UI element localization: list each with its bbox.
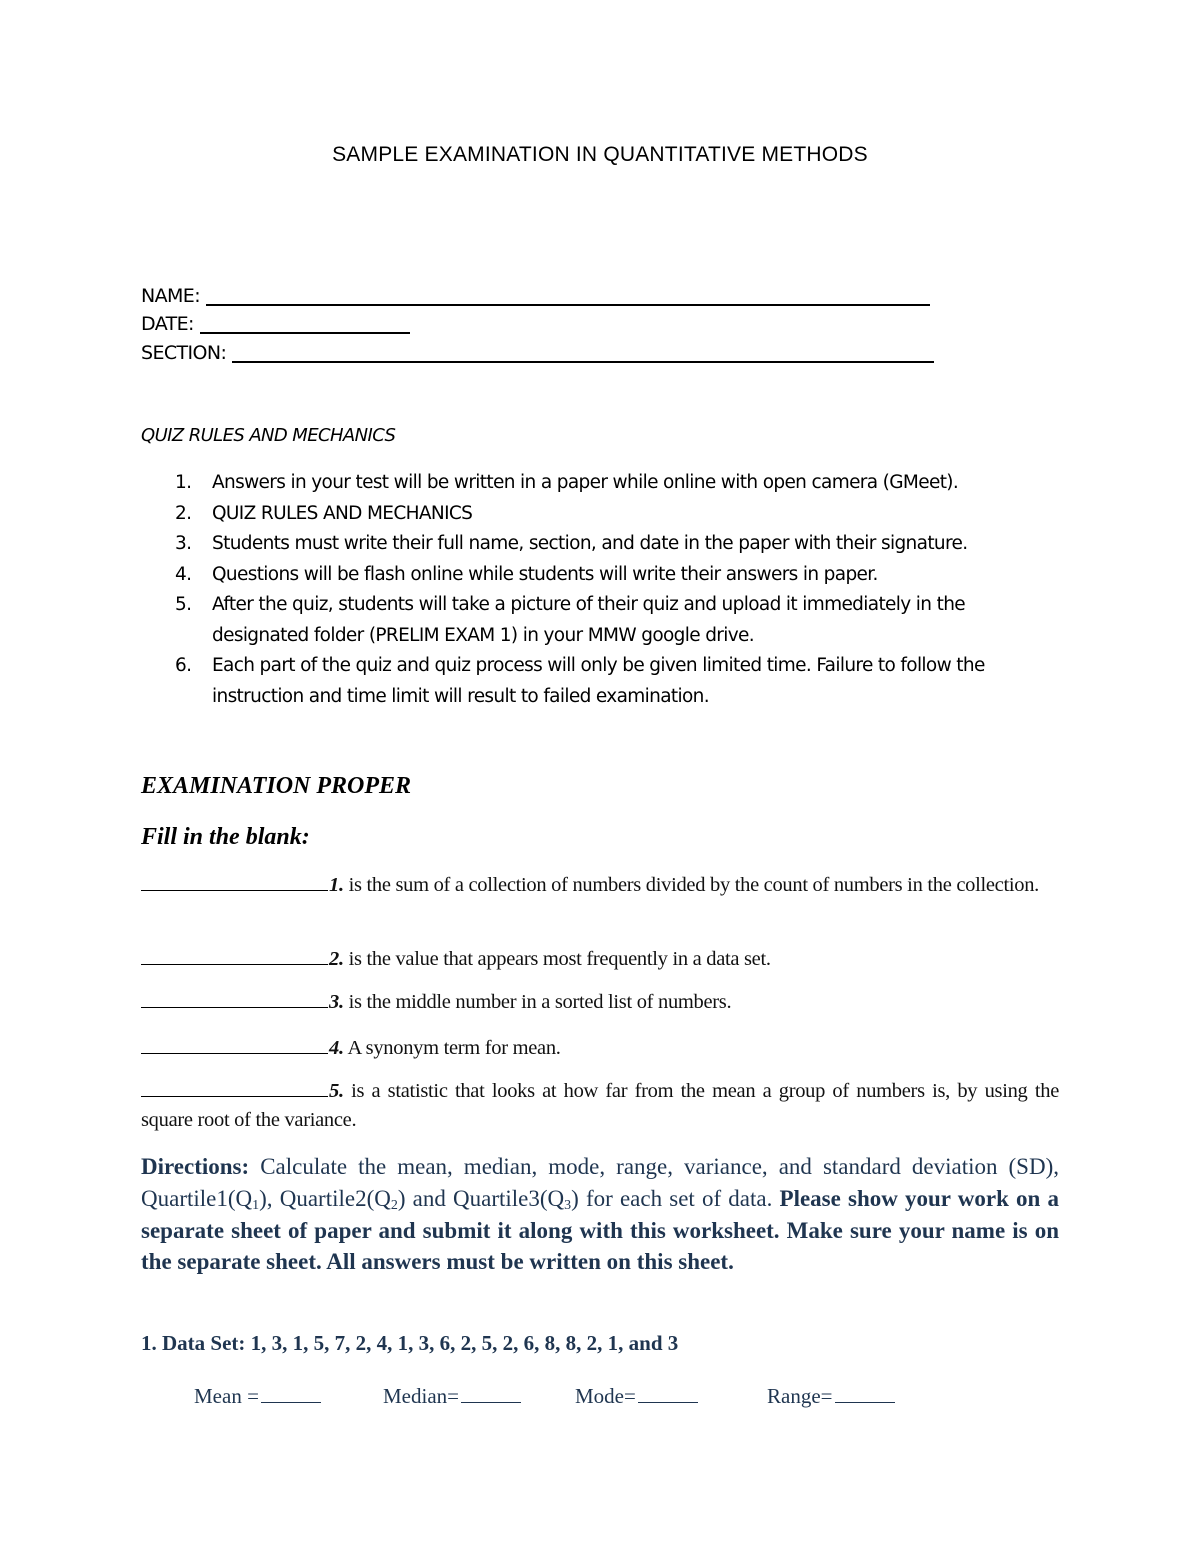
rule-item [141, 499, 1061, 530]
rule-number: 6. [175, 655, 192, 676]
rule-number: 5. [175, 594, 192, 615]
question-number: 2. [329, 948, 344, 970]
fill-in-blank-heading: Fill in the blank: [141, 824, 310, 850]
question-text: is a statistic that looks at how far from the mean a group of numbers is, by using the square root of the variance. [141, 1080, 1059, 1131]
examination-heading: EXAMINATION PROPER [141, 773, 412, 799]
answer-blank-line[interactable] [141, 987, 328, 1008]
fill-blank-question [141, 987, 1059, 1017]
median-label: Median= [383, 1384, 459, 1408]
median-measure [383, 1382, 521, 1409]
rule-text: Answers in your test will be written in a paper while online with open camera (GMeet). [212, 472, 959, 493]
directions-paragraph [141, 1151, 1059, 1278]
section-blank-line[interactable] [232, 339, 934, 363]
rule-text: Questions will be flash online while students will write their answers in paper. [212, 563, 878, 585]
median-answer-line[interactable] [461, 1382, 521, 1403]
question-number: 5. [329, 1080, 344, 1102]
rule-number: 3. [175, 533, 192, 554]
directions-text: ) and Quartile3(Q [397, 1185, 565, 1211]
fill-blank-question [141, 944, 1059, 974]
section-field [141, 339, 934, 367]
rule-number: 1. [175, 472, 192, 493]
question-text: is the value that appears most frequently in a data set. [343, 948, 771, 970]
rule-item [141, 468, 1061, 499]
directions-text: ) for each set of data. [571, 1185, 773, 1211]
range-answer-line[interactable] [835, 1382, 895, 1403]
fill-blank-question [141, 1033, 1059, 1063]
data-set-1: 1. Data Set: 1, 3, 1, 5, 7, 2, 4, 1, 3, 6, 2, 5, 2, 6, 8, 8, 2, 1, and 3 [141, 1331, 679, 1355]
rule-item [141, 529, 1061, 560]
name-blank-line[interactable] [206, 282, 930, 306]
fill-blank-question [141, 1076, 1059, 1135]
directions-text: Calculate the mean, median, mode, range, variance, and standard deviation (SD), Quartile1(Q [141, 1154, 1059, 1211]
rules-list [141, 468, 1061, 712]
question-text: A synonym term for mean. [343, 1037, 561, 1059]
mean-answer-line[interactable] [261, 1382, 321, 1403]
question-number: 3. [329, 991, 344, 1013]
rule-item [141, 590, 1061, 651]
q2-subscript: 2 [390, 1197, 398, 1213]
mode-answer-line[interactable] [638, 1382, 698, 1403]
rule-item [141, 560, 1061, 591]
date-label: DATE: [141, 313, 194, 335]
question-text: is the sum of a collection of numbers divided by the count of numbers in the collection. [343, 874, 1039, 896]
measures-row [0, 1382, 1200, 1414]
answer-blank-line[interactable] [141, 1033, 328, 1054]
rule-item [141, 651, 1061, 712]
document-title: SAMPLE EXAMINATION IN QUANTITATIVE METHODS [332, 143, 868, 166]
question-text: is the middle number in a sorted list of numbers. [343, 991, 732, 1013]
range-label: Range= [767, 1384, 833, 1408]
q1-subscript: 1 [252, 1197, 260, 1213]
rule-text: Each part of the quiz and quiz process will only be given limited time. Failure to follow the instruction and time limit will result to failed examination. [212, 655, 985, 707]
directions-label: Directions: [141, 1154, 250, 1179]
rules-heading: QUIZ RULES AND MECHANICS [141, 425, 396, 446]
answer-blank-line[interactable] [141, 1076, 328, 1097]
rule-number: 4. [175, 563, 192, 585]
mode-label: Mode= [575, 1384, 636, 1408]
date-blank-line[interactable] [200, 310, 410, 334]
mean-measure [194, 1382, 321, 1409]
rule-number: 2. [175, 502, 192, 524]
mean-label: Mean = [194, 1384, 259, 1408]
directions-emphasis: Please show your work on a separate sheet of paper and submit it along with this worksheet. Make sure your name is on the separate sheet. All answers must be written on this sheet. [141, 1185, 1059, 1275]
date-field [141, 310, 410, 338]
q3-subscript: 3 [564, 1197, 572, 1213]
name-label: NAME: [141, 285, 201, 307]
name-field [141, 282, 930, 310]
question-number: 1. [329, 874, 344, 896]
range-measure [767, 1382, 895, 1409]
question-number: 4. [329, 1037, 344, 1059]
mode-measure [575, 1382, 698, 1409]
fill-blank-question [141, 870, 1059, 900]
answer-blank-line[interactable] [141, 944, 328, 965]
section-label: SECTION: [141, 342, 227, 364]
directions-text: ), Quartile2(Q [259, 1185, 391, 1211]
rule-text: Students must write their full name, section, and date in the paper with their signature. [212, 533, 968, 554]
rule-text: QUIZ RULES AND MECHANICS [212, 502, 473, 524]
answer-blank-line[interactable] [141, 870, 328, 891]
rule-text: After the quiz, students will take a picture of their quiz and upload it immediately in the designated folder (PRELIM EXAM 1) in your MMW google drive. [212, 594, 966, 646]
